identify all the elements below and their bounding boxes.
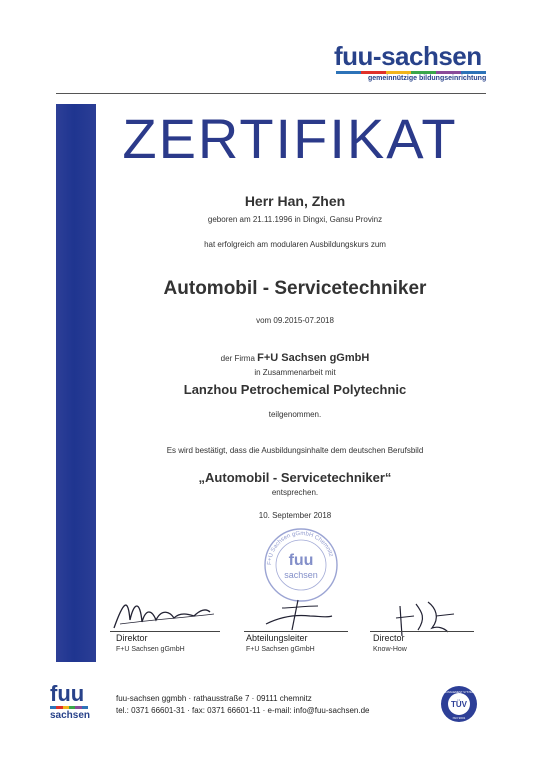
- decorative-side-bar: [56, 104, 96, 662]
- seal-ring-text: F+U Sachsen gGmbH Chemnitz: [266, 530, 334, 566]
- participated-line: teilgenommen.: [268, 410, 322, 419]
- logo-tagline: gemeinnützige bildungseinrichtung: [368, 75, 487, 82]
- logo-stripe-segment: [361, 71, 386, 74]
- tuv-center-text: TÜV: [451, 700, 467, 709]
- footer-logo-stripe: [50, 706, 88, 709]
- signature-org-3: Know-How: [373, 646, 407, 653]
- signature-org-2: F+U Sachsen gGmbH: [246, 646, 315, 653]
- course-title: Automobil - Servicetechniker: [163, 278, 427, 299]
- signature-role-2: Abteilungsleiter: [246, 633, 308, 643]
- footer-address: fuu-sachsen ggmbh · rathausstraße 7 · 09111 chemnitz: [116, 694, 312, 703]
- signature-line-3: [370, 631, 474, 632]
- header-divider: [56, 93, 486, 94]
- tuv-top-text: MANAGEMENT SYSTEM: [444, 691, 474, 694]
- seal-logo-text: fuu: [288, 552, 314, 569]
- correspond-line: entsprechen.: [271, 488, 319, 497]
- signature-department-head: [258, 594, 338, 634]
- course-quoted: „Automobil - Servicetechniker“: [198, 470, 392, 485]
- logo-color-stripe: [336, 71, 486, 74]
- confirmation-line: Es wird bestätigt, dass die Ausbildungsinhalte dem deutschen Berufsbild: [166, 446, 424, 455]
- logo-stripe-segment: [386, 71, 411, 74]
- certificate-date: 10. September 2018: [258, 511, 332, 520]
- certificate-title: ZERTIFIKAT: [122, 107, 458, 170]
- partner-name: Lanzhou Petrochemical Polytechnic: [183, 382, 407, 397]
- footer-logo-sub: sachsen: [50, 710, 91, 721]
- signature-role-1: Direktor: [116, 633, 148, 643]
- completion-line: hat erfolgreich am modularen Ausbildungskurs zum: [204, 240, 386, 249]
- firm-prefix: der Firma: [220, 354, 255, 363]
- birth-line: geboren am 21.11.1996 in Dingxi, Gansu Provinz: [207, 215, 383, 224]
- footer-contact: tel.: 0371 66601-31 · fax: 0371 66601-11 · e-mail: info@fuu-sachsen.de: [116, 706, 370, 715]
- signature-org-1: F+U Sachsen gGmbH: [116, 646, 185, 653]
- signature-director: [110, 590, 220, 634]
- seal-sub-text: sachsen: [284, 570, 318, 580]
- footer-logo-wordmark: fuu: [50, 681, 85, 706]
- official-seal-stamp: [263, 527, 339, 603]
- logo-stripe-segment: [436, 71, 461, 74]
- logo-stripe-segment: [82, 706, 88, 709]
- logo-wordmark: fuu-sachsen: [334, 41, 482, 71]
- footer-logo: [50, 683, 98, 721]
- recipient-name: Herr Han, Zhen: [244, 193, 346, 209]
- course-period: vom 09.2015-07.2018: [256, 316, 334, 325]
- logo-stripe-segment: [461, 71, 486, 74]
- tuv-bottom-text: ISO 9001: [452, 716, 466, 720]
- brand-logo: [334, 42, 494, 82]
- tuv-certification-badge: [440, 685, 478, 723]
- logo-stripe-segment: [336, 71, 361, 74]
- cooperation-line: in Zusammenarbeit mit: [254, 368, 336, 377]
- signature-line-1: [110, 631, 220, 632]
- signature-role-3: Director: [373, 633, 405, 643]
- firm-line: [110, 352, 480, 364]
- signature-line-2: [244, 631, 348, 632]
- firm-name: F+U Sachsen gGmbH: [257, 352, 370, 364]
- logo-stripe-segment: [411, 71, 436, 74]
